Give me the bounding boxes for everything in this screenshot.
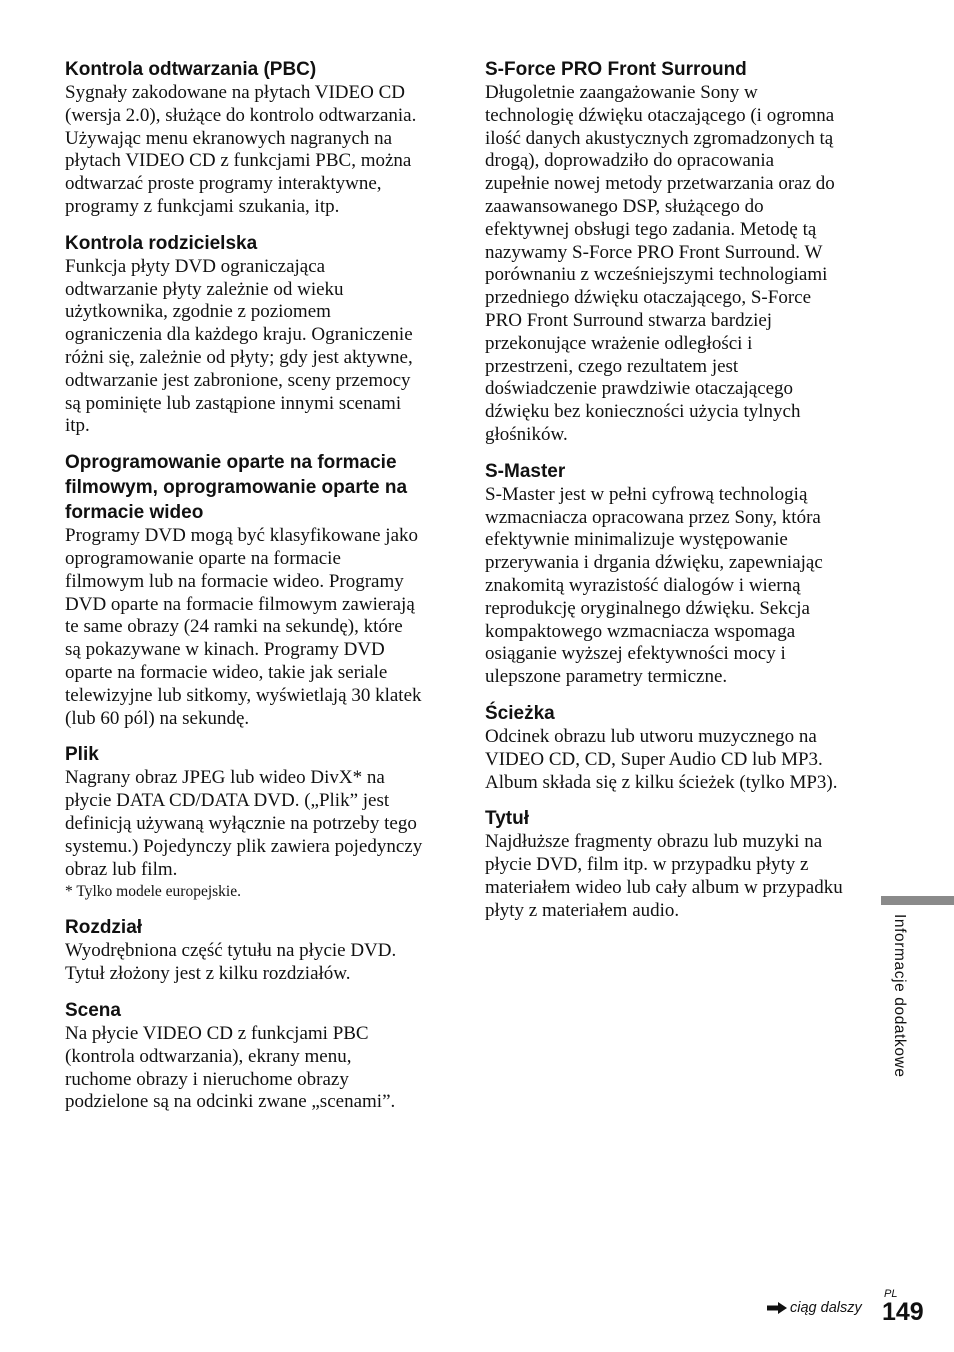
entry-definition: Nagrany obraz JPEG lub wideo DivX* na płycie DATA CD/DATA DVD. („Plik” jest definicją używaną wyłącznie na potrzeby tego systemu.) Pojedynczy plik zawiera pojedynczy obraz lub film. [65,767,423,880]
entry-definition: Najdłuższe fragmenty obrazu lub muzyki na płycie DVD, film itp. w przypadku płyty z materiałem wideo lub cały album w przypadku płyty z materiałem audio. [485,831,843,921]
glossary-entry-pbc [65,57,450,219]
entry-definition: Funkcja płyty DVD ograniczająca odtwarzanie płyty zależnie od wieku użytkownika, zgodnie z poziomem ograniczenia dla każdego kraju. Ograniczenie różni się, zależnie od płyty; gdy jest aktywne, odtwarzanie jest zabronione, sceny przemocy są pominięte lub zastąpione innymi scenami itp. [65,255,413,437]
entry-term: Ścieżka [485,702,555,724]
glossary-entry-scene [65,998,450,1114]
glossary-entry-track [485,701,870,794]
section-tab-label: Informacje dodatkowe [891,914,908,1078]
entry-term: Scena [65,999,121,1021]
entry-term: Tytuł [485,808,529,830]
right-arrow-icon [766,1301,788,1315]
entry-term: Rozdział [65,917,143,939]
entry-term: Kontrola rodzicielska [65,232,258,254]
right-column [485,57,870,935]
continued-indicator [766,1300,862,1316]
continued-label: ciąg dalszy [790,1300,862,1316]
glossary-entry-parental-control [65,231,450,438]
entry-definition: Długoletnie zaangażowanie Sony w technologię dźwięku otaczającego (i ogromna ilość danych akustycznych zgromadzonych tą drogą), doprowadziło do opracowania zupełnie nowej metody przetwarzania oraz do zaawansowanego DSP, służącego do efektywnej obsługi tego zadania. Metodę tą nazywamy S-Force PRO Front Surround. W porównaniu z wcześniejszymi technologiami przedniego dźwięku otaczającego, S-Force PRO Front Surround stwarza bardziej przekonujące wrażenie odległości i przestrzeni, czego rezultatem jest doświadczenie prawdziwie otaczającego dźwięku bez konieczności użycia tylnych głośników. [485,82,835,445]
glossary-entry-s-force [485,57,870,447]
entry-term: Oprogramowanie oparte na formacie filmowym, oprogramowanie oparte na formacie wideo [65,452,408,524]
entry-definition: S-Master jest w pełni cyfrową technologią wzmacniacza opracowana przez Sony, która efektywnie minimalizuje występowanie przerywania i drgania dźwięku, zapewniając znakomitą wyrazistość dialogów i wierną reprodukcję oryginalnego dźwięku. Sekcja kompaktowego wzmacniacza wspomaga osiąganie wyższej efektywności mocy i ulepszone parametry termiczne. [485,483,823,688]
entry-term: S-Master [485,460,566,482]
section-tab-bar [881,896,954,905]
entry-definition: Programy DVD mogą być klasyfikowane jako oprogramowanie oparte na formacie filmowym lub na formacie wideo. Programy DVD oparte na formacie filmowym zawierają te same obrazy (24 ramki na sekundę), które są pokazywane w kinach. Programy DVD oparte na formacie wideo, takie jak seriale telewizyjne lub sitkomy, wyświetlają 30 klatek (lub 60 pól) na sekundę. [65,525,422,729]
entry-term: S-Force PRO Front Surround [485,59,747,80]
entry-term: Kontrola odtwarzania (PBC) [65,59,317,80]
entry-definition: Wyodrębniona część tytułu na płycie DVD. Tytuł złożony jest z kilku rozdziałów. [65,940,397,985]
entry-definition: Na płycie VIDEO CD z funkcjami PBC (kontrola odtwarzania), ekrany menu, ruchome obrazy i nieruchome obrazy podzielone są na odcinki zwane „scenami”. [65,1022,396,1113]
entry-term: Plik [65,744,99,766]
glossary-entry-s-master [485,459,870,689]
glossary-entry-chapter [65,915,450,986]
language-code: PL [884,1288,898,1300]
entry-footnote: * Tylko modele europejskie. [65,883,241,901]
glossary-entry-title [485,806,870,922]
entry-definition: Sygnały zakodowane na płytach VIDEO CD (wersja 2.0), służące do kontrolo odtwarzania. Używając menu ekranowych nagranych na płytach VIDEO CD z funkcjami PBC, można odtwarzać proste programy interaktywne, programy z funkcjami szukania, itp. [65,82,417,217]
glossary-entry-file [65,742,450,903]
page-number: 149 [882,1298,924,1326]
left-column [65,57,450,1126]
entry-definition: Odcinek obrazu lub utworu muzycznego na VIDEO CD, CD, Super Audio CD lub MP3. Album składa się z kilku ścieżek (tylko MP3). [485,725,838,793]
glossary-entry-film-video-software [65,450,450,730]
